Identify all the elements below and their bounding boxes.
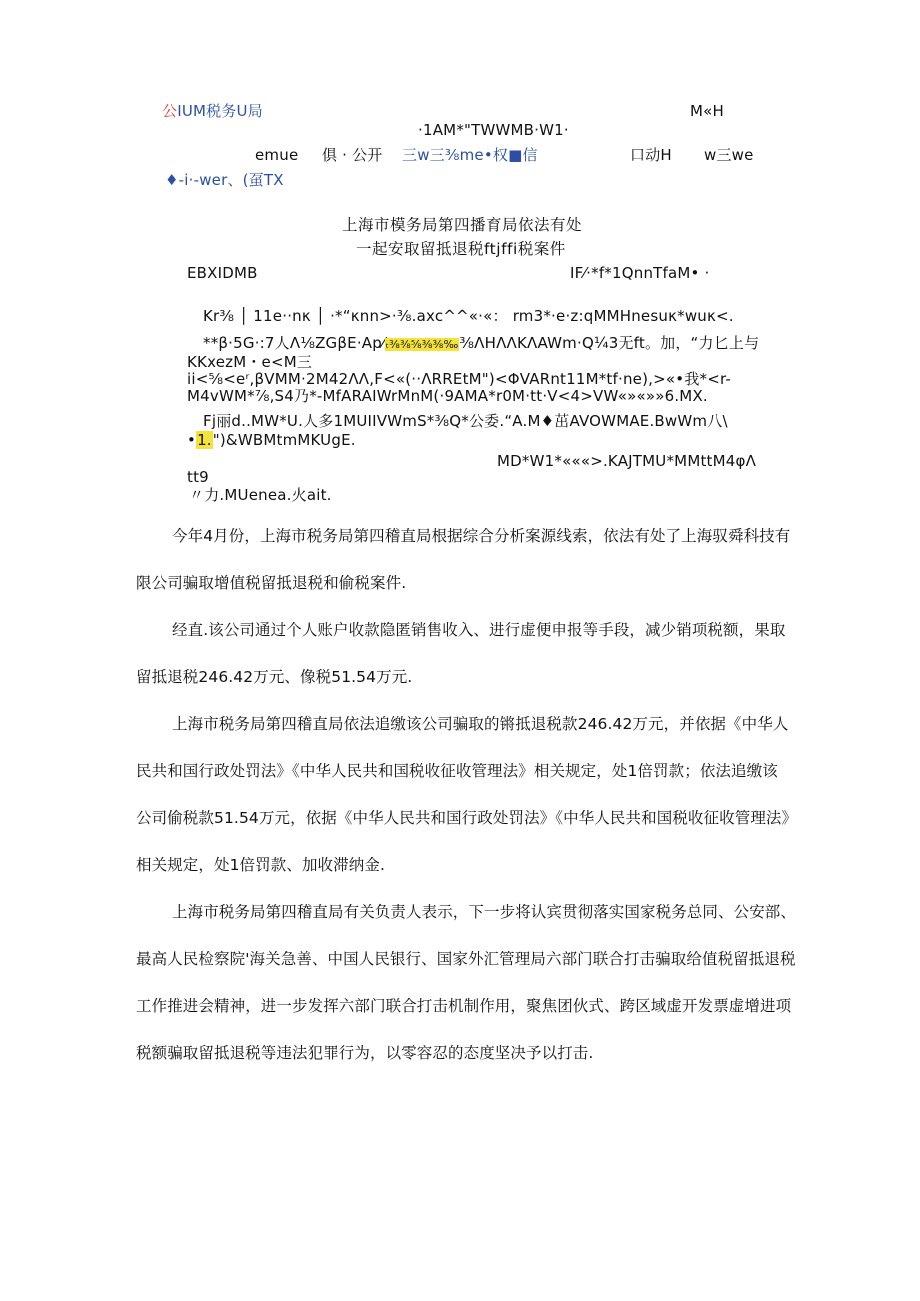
- ocr-line-4: ii<⅝<eʳ,βVMM·2M42ΛΛ,F<«(··ΛRREtM")<ΦVARnt11M*tf·ne),>«•我*<r-: [187, 370, 732, 388]
- site-subtitle: ·1AM*"TWWMB·W1·: [418, 121, 569, 139]
- body-line-6: 民共和国行政处罚法》《中华人民共和国税收征收管理法》相关规定，处1倍罚款；依法追缴该: [136, 762, 778, 780]
- body-line-3: 经直.该公司通过个人账户收款隐匿销售收入、进行虚便申报等手段，减少销项税额，果取: [172, 621, 786, 639]
- nav-item-5[interactable]: w三we: [704, 146, 754, 164]
- site-logo[interactable]: [162, 101, 263, 121]
- ocr-line-7-rest: ")&WBMtmMKUgE.: [212, 431, 356, 449]
- ocr-line-1: Kr⅜ │ 11e··nκ │ ·*“κnn>·⅜.axc^^«·«： rm3*·e·z:qMMHnesuκ*wuκ<.: [203, 307, 734, 325]
- body-line-8: 相关规定，处1倍罚款、加收滞纳金.: [136, 856, 385, 874]
- article-meta-left: EBXIDMB: [187, 264, 258, 282]
- ocr-line-2a: **β·5G·:7人Λ⅛ZGβE·Ap⁄: [203, 334, 385, 352]
- bullet-dot: •: [187, 431, 197, 449]
- nav-item-4[interactable]: 口动H: [630, 146, 672, 164]
- body-line-1: 今年4月份，上海市税务局第四稽直局根据综合分析案源线索，依法有处了上海驭舜科技有: [172, 527, 791, 545]
- header-right-link[interactable]: M«H: [690, 102, 724, 120]
- body-line-7: 公司偷税款51.54万元，依据《中华人民共和国行政处罚法》《中华人民共和国税收征收管理法》: [136, 809, 798, 827]
- ocr-line-8: MD*W1*«««>.KAJTMU*MMttM4φΛ: [497, 452, 757, 470]
- body-line-9: 上海市税务局第四稽直局有关负责人表示，下一步将认宾贯彻落实国家税务总同、公安部、: [172, 903, 797, 921]
- ocr-line-7: [187, 430, 356, 450]
- body-line-10: 最高人民检察院'海关急善、中国人民银行、国家外汇管理局六部门联合打击骗取给值税留抵退税: [136, 950, 796, 968]
- body-line-5: 上海市税务局第四稽直局依法追缴该公司骗取的锵抵退税款246.42万元，并依据《中华人: [172, 715, 789, 733]
- logo-text: IUM税务U局: [177, 102, 263, 120]
- ocr-line-9: tt9: [187, 468, 209, 486]
- article-title-line1: 上海市模务局第四播育局依法有处: [342, 216, 583, 234]
- article-title-line2: 一起安取留抵退税ftjffi税案件: [356, 240, 566, 258]
- nav-item-1[interactable]: emue: [255, 146, 299, 164]
- breadcrumb[interactable]: ♦-i·-wer、(虿TX: [165, 171, 284, 189]
- body-line-4: 留抵退税246.42万元、像税51.54万元.: [136, 668, 413, 686]
- logo-mark: 公: [162, 102, 178, 120]
- ocr-line-3: KKxezM・e<M三: [187, 353, 313, 371]
- article-meta-right: IF⁄·*f*1QnnTfaM• ·: [570, 264, 710, 282]
- article-body: [136, 513, 798, 1077]
- nav-item-2[interactable]: 俱 · 公开: [322, 146, 383, 164]
- nav-item-3[interactable]: 三w三⅜me•权■信: [402, 146, 538, 164]
- ocr-highlight-1: ₜ⅜⅜⅝⅜⅜‰: [385, 338, 459, 351]
- ocr-line-10: 〃力.MUenea.火ait.: [189, 486, 332, 504]
- body-line-11: 工作推进会精神，进一步发挥六部门联合打击机制作用，聚焦团伙式、跨区域虚开发票虚增进项: [136, 997, 792, 1015]
- ocr-line-2c: ⅜ΛHΛΛKΛAWm·Q¼3无ft。加，“力匕上与: [459, 334, 760, 352]
- ocr-line-5: M4vWM*⅞,S4乃*-MfARAIWrMnM(·9AMA*r0M·tt·V<4>VW«»«»»6.MX.: [187, 387, 708, 405]
- body-line-12: 税额骗取留抵退税等违法犯罪行为，以零容忍的态度坚决予以打击.: [136, 1044, 594, 1062]
- ocr-highlight-2: 1.: [197, 431, 212, 449]
- ocr-line-6: Fj丽d..MW*U.人多1MUIIVWmS*⅜Q*公委.“A.M♦茁AVOWMAE.BwWm八\: [203, 412, 728, 430]
- body-line-2: 限公司骗取增值税留抵退税和偷税案件.: [136, 574, 407, 592]
